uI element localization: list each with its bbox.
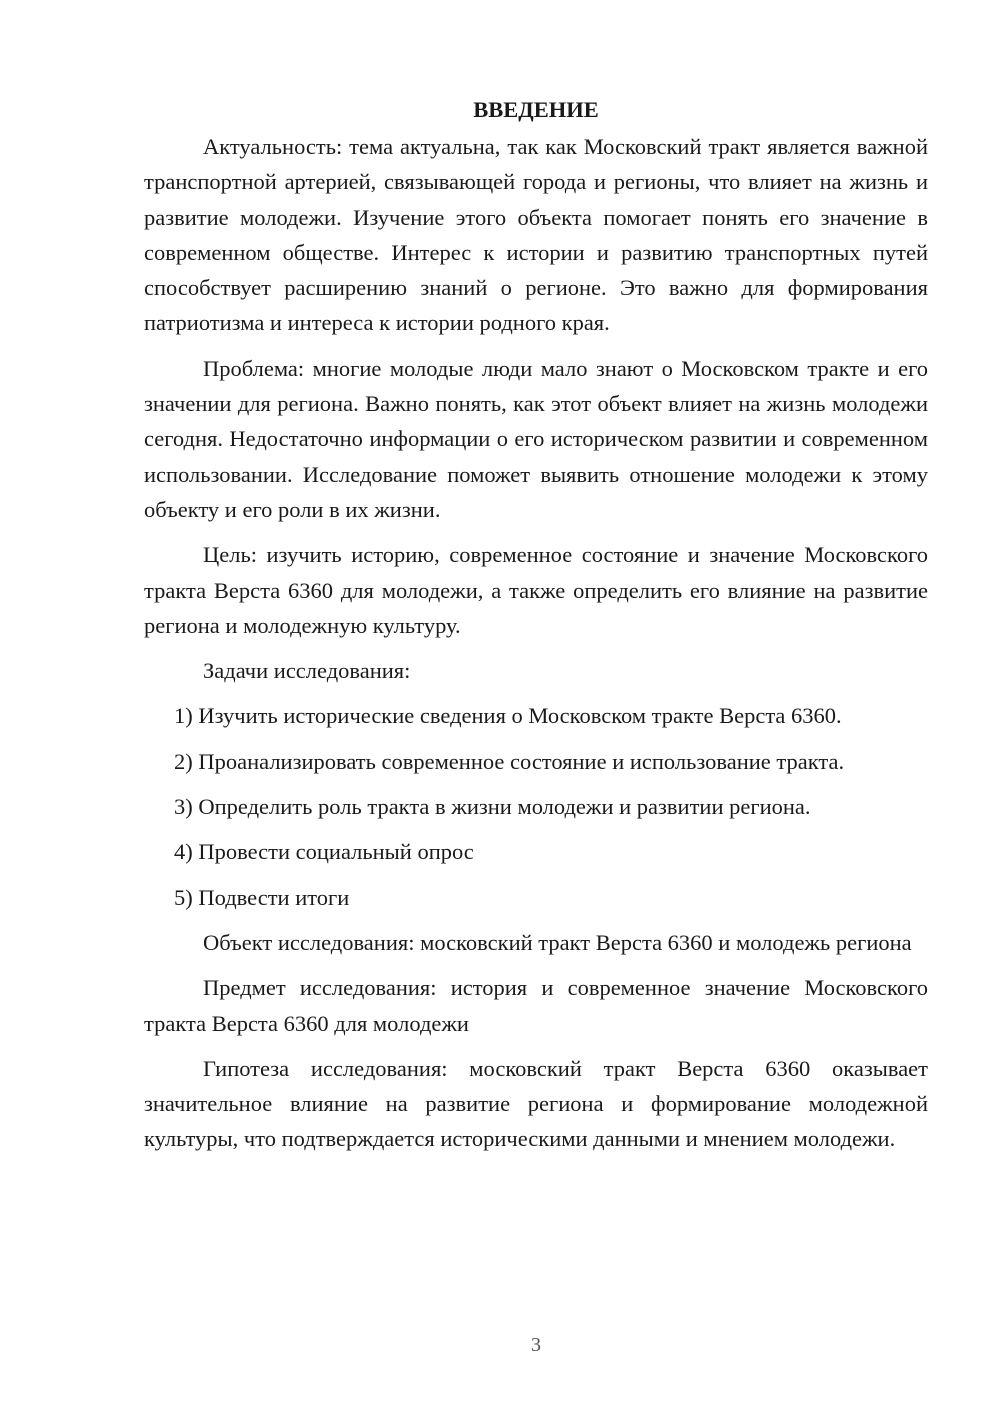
task-item-1: 1) Изучить исторические сведения о Московском тракте Верста 6360. bbox=[174, 703, 842, 729]
task-item-5: 5) Подвести итоги bbox=[174, 884, 350, 910]
task-item-2: 2) Проанализировать современное состояние и использование тракта. bbox=[174, 748, 845, 774]
hypothesis-paragraph: Гипотеза исследования: московский тракт Верста 6360 оказывает значительное влияние на развитие региона и формирование молодежной культуры, что подтверждается историческими данными и мнением молодежи. bbox=[144, 1055, 928, 1152]
tasks-heading: Задачи исследования: bbox=[203, 658, 411, 684]
page-content bbox=[144, 92, 928, 1167]
page-title: ВВЕДЕНИЕ bbox=[473, 97, 599, 122]
task-item-3: 3) Определить роль тракта в жизни молодежи и развитии региона. bbox=[174, 794, 811, 820]
page-number: 3 bbox=[531, 1334, 541, 1356]
task-item-4: 4) Провести социальный опрос bbox=[174, 839, 474, 865]
subject-paragraph: Предмет исследования: история и современное значение Московского тракта Верста 6360 для молодежи bbox=[144, 975, 928, 1036]
goal-paragraph: Цель: изучить историю, современное состояние и значение Московского тракта Верста 6360 для молодежи, а также определить его влияние на развитие региона и молодежную культуру. bbox=[144, 542, 928, 638]
problem-paragraph: Проблема: многие молодые люди мало знают о Московском тракте и его значении для региона. Важно понять, как этот объект влияет на жизнь молодежи сегодня. Недостаточно информации о его историческом развитии и современном использовании. Исследование поможет выявить отношение молодежи к этому объекту и его роли в их жизни. bbox=[144, 355, 928, 522]
object-paragraph: Объект исследования: московский тракт Верста 6360 и молодежь региона bbox=[203, 929, 912, 955]
relevance-paragraph: Актуальность: тема актуальна, так как Московский тракт является важной транспортной артерией, связывающей города и регионы, что влияет на жизнь и развитие молодежи. Изучение этого объекта помогает понять его значение в современном обществе. Интерес к истории и развитию транспортных путей способствует расширению знаний о регионе. Это важно для формирования патриотизма и интереса к истории родного края. bbox=[144, 134, 928, 336]
